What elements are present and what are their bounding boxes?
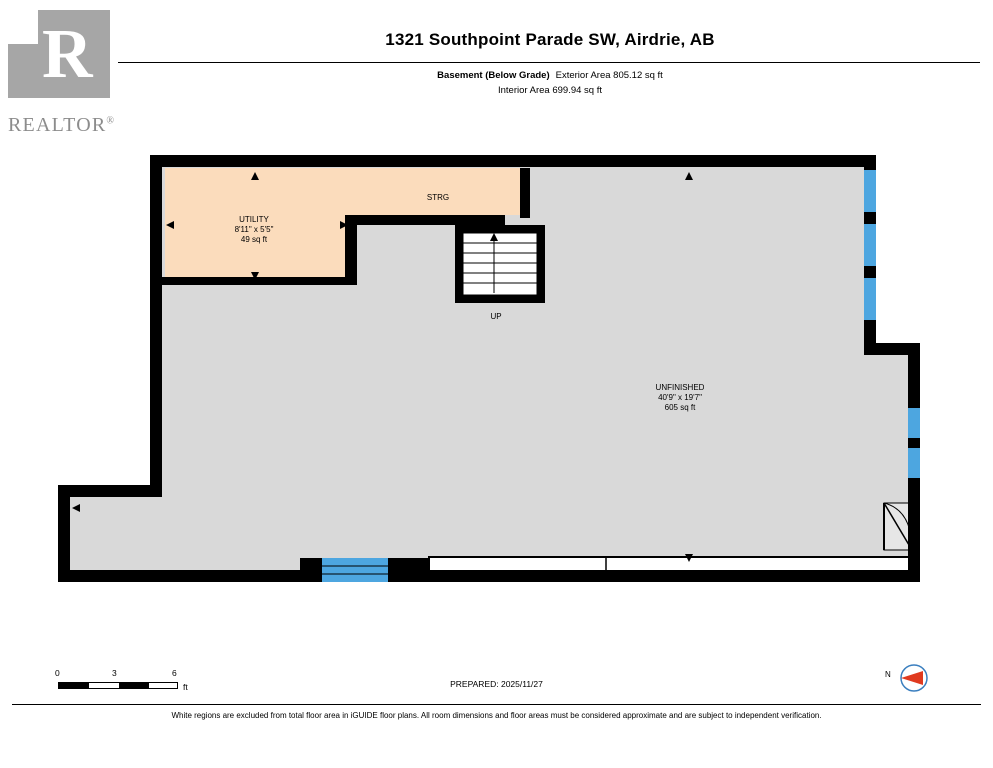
window-right-2	[864, 224, 876, 266]
room-area-utility: 49 sq ft	[240, 235, 268, 244]
wall-stairs-left	[455, 225, 463, 303]
property-address: 1321 Southpoint Parade SW, Airdrie, AB	[385, 30, 715, 49]
page-title	[120, 30, 980, 50]
window-bottom-1	[322, 558, 388, 582]
disclaimer-text: White regions are excluded from total floor area in iGUIDE floor plans. All room dimensions and floor areas must be considered approximate and are subject to independent verification.	[171, 711, 822, 720]
wall-stairs-bottom	[455, 295, 545, 303]
wall-strg-right	[520, 168, 530, 218]
area-summary	[120, 68, 980, 98]
wall-left-lower	[58, 485, 70, 582]
compass-north-label: N	[885, 670, 891, 679]
room-label-strg	[400, 193, 476, 203]
wall-bottom	[58, 570, 920, 582]
stairs-body	[463, 233, 537, 295]
realtor-logo-wordmark	[8, 114, 115, 137]
wall-stairs-top	[455, 225, 545, 233]
room-dimensions-utility: 8'11" x 5'5"	[234, 225, 274, 234]
window-right-1	[864, 170, 876, 212]
scale-bar-unit: ft	[183, 682, 188, 692]
realtor-logo-notch	[8, 10, 38, 44]
wall-bottom-partition-right	[400, 558, 430, 582]
area-row-exterior	[120, 68, 980, 83]
room-area-unfinished: 605 sq ft	[664, 403, 696, 412]
scale-tick-2: 6	[172, 668, 177, 678]
floor-plan-svg	[0, 140, 993, 620]
wall-top	[150, 155, 876, 167]
exterior-area: Exterior Area 805.12 sq ft	[555, 70, 663, 81]
scale-tick-1: 3	[112, 668, 117, 678]
realtor-logo-letter: R	[42, 16, 92, 93]
wall-stairs-right	[537, 225, 545, 303]
wall-utility-bottom	[162, 277, 346, 285]
wall-left-step	[58, 485, 162, 497]
realtor-logo-wordmark-text: REALTOR	[8, 114, 107, 136]
realtor-logo-mark	[8, 10, 110, 98]
wall-left-upper	[150, 155, 162, 495]
room-dimensions-unfinished: 40'9" x 19'7"	[658, 393, 702, 402]
floor-plan	[0, 140, 993, 620]
prepared-date: PREPARED: 2025/11/27	[450, 679, 543, 689]
room-name-unfinished: UNFINISHED	[655, 383, 705, 392]
window-right-4	[908, 408, 920, 438]
compass-rose	[885, 656, 941, 700]
disclaimer-divider	[12, 704, 981, 705]
window-right-3	[864, 278, 876, 320]
room-name-utility: UTILITY	[239, 215, 269, 224]
wall-utility-corner	[495, 215, 505, 225]
room-label-unfinished	[632, 383, 728, 413]
wall-bottom-inner-line	[428, 556, 910, 558]
realtor-logo	[8, 10, 128, 135]
interior-area: Interior Area 699.94 sq ft	[497, 85, 603, 96]
realtor-logo-registered-mark: ®	[106, 115, 116, 127]
wall-utility-top-inner	[345, 215, 505, 225]
area-row-interior	[120, 83, 980, 98]
compass-icon	[885, 656, 941, 700]
title-divider	[118, 62, 980, 63]
window-right-5	[908, 448, 920, 478]
room-label-utility	[206, 215, 302, 245]
room-name-strg: STRG	[426, 193, 450, 202]
stairs-label: UP	[490, 312, 502, 321]
level-label: Basement (Below Grade)	[437, 70, 550, 81]
stairs-group	[463, 233, 537, 295]
scale-tick-0: 0	[55, 668, 60, 678]
